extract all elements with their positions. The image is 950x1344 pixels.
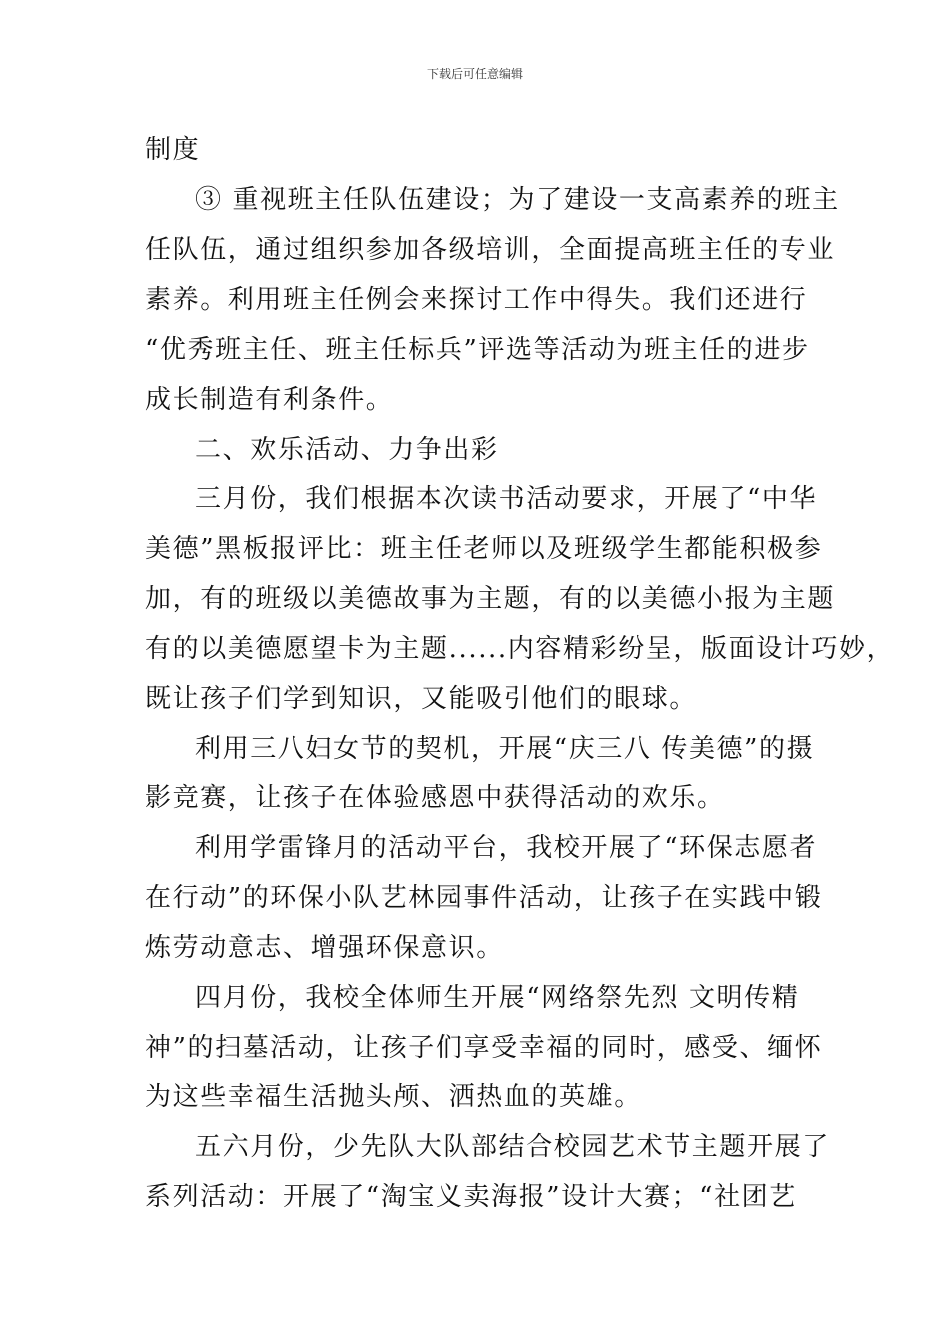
text-line: 既让孩子们学到知识，又能吸引他们的眼球。: [145, 684, 698, 714]
text-line: 神”的扫墓活动，让孩子们享受幸福的同时，感受、缅怀: [145, 1033, 823, 1063]
text-line: 成长制造有利条件。: [145, 385, 394, 415]
text-line: 有的以美德愿望卡为主题......内容精彩纷呈，版面设计巧妙，: [145, 634, 895, 664]
text-line: 影竞赛，让孩子在体验感恩中获得活动的欢乐。: [145, 783, 725, 813]
text-line: ③ 重视班主任队伍建设；为了建设一支高素养的班主: [195, 185, 840, 215]
text-line: 加，有的班级以美德故事为主题，有的以美德小报为主题: [145, 584, 836, 614]
text-line: 在行动”的环保小队艺林园事件活动，让孩子在实践中锻: [145, 883, 823, 913]
text-line: 为这些幸福生活抛头颅、洒热血的英雄。: [145, 1082, 642, 1112]
text-line: 四月份，我校全体师生开展“网络祭先烈 文明传精: [195, 983, 800, 1013]
text-line: 利用学雷锋月的活动平台，我校开展了“环保志愿者: [195, 833, 818, 863]
text-line: 任队伍，通过组织参加各级培训，全面提高班主任的专业: [145, 235, 836, 265]
text-line: 利用三八妇女节的契机，开展“庆三八 传美德”的摄: [195, 734, 815, 764]
text-line: 制度: [145, 135, 201, 165]
text-line: 五六月份，少先队大队部结合校园艺术节主题开展了: [195, 1132, 830, 1162]
page-header-note: 下载后可任意编辑: [426, 67, 523, 81]
text-line: 美德”黑板报评比：班主任老师以及班级学生都能积极参: [145, 534, 823, 564]
section-heading: 二、欢乐活动、力争出彩: [195, 435, 499, 465]
text-line: 三月份，我们根据本次读书活动要求，开展了“中华: [195, 484, 818, 514]
text-line: 系列活动：开展了“淘宝义卖海报”设计大赛；“社团艺: [145, 1182, 797, 1212]
text-line: 素养。利用班主任例会来探讨工作中得失。我们还进行: [145, 285, 808, 315]
text-line: 炼劳动意志、增强环保意识。: [145, 933, 504, 963]
text-line: “优秀班主任、班主任标兵”评选等活动为班主任的进步: [145, 335, 810, 365]
